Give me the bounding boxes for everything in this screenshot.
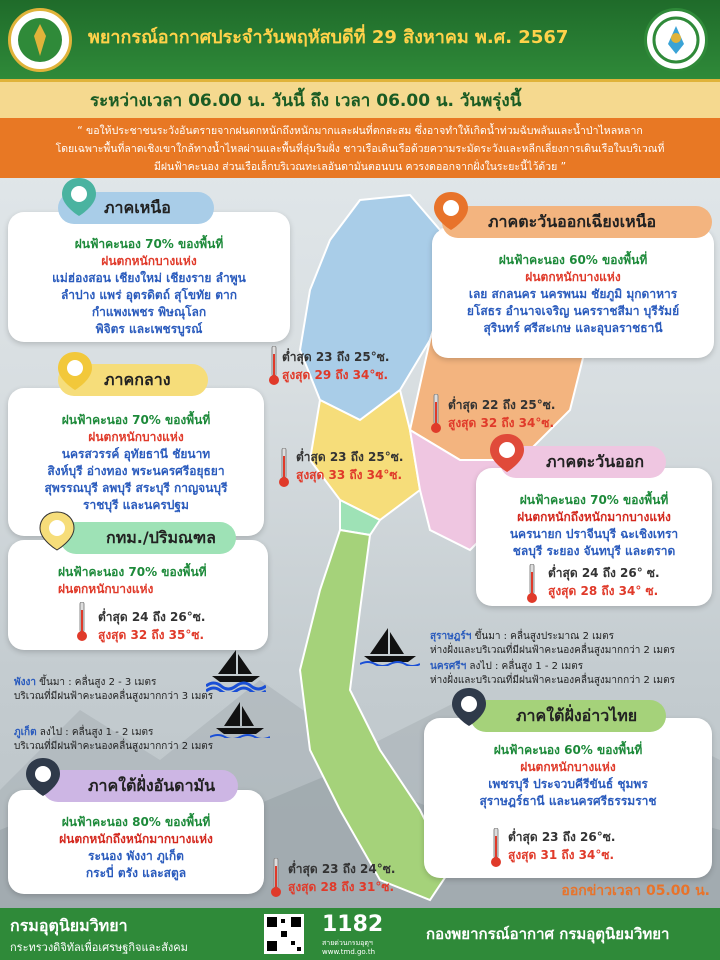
sailboat-icon [206,648,266,692]
south-west-heavy: ฝนตกหนักถึงหนักมากบางแห่ง [59,832,213,846]
sea-text-2: บริเวณที่มีฝนฟ้าคะนองคลื่นสูงมากกว่า 3 เมตร [14,691,214,702]
south-east-temp-high: สูงสุด 31 ถึง 34°ซ. [508,848,615,862]
northeast-temp [448,396,555,432]
hotline-number: 1182 [322,912,384,937]
thermometer-icon [270,858,282,898]
south-east-heavy: ฝนตกหนักบางแห่ง [520,760,616,774]
south-east-rain: ฝนฟ้าคะนอง 60% ของพื้นที่ [493,743,643,757]
footer [0,908,720,960]
sea-text: ขึ้นมา : คลื่นสูง 2 - 3 เมตร [35,677,157,688]
northeast-rain: ฝนฟ้าคะนอง 60% ของพื้นที่ [498,253,648,267]
central-area-1: นครสวรรค์ อุทัยธานี ชัยนาท [61,447,211,461]
north-rain: ฝนฟ้าคะนอง 70% ของพื้นที่ [74,237,224,251]
thermometer-icon [490,828,502,868]
hotline-label: สายด่วนกรมอุตุฯ [322,939,373,947]
thermometer-icon [76,602,88,642]
map-pin-icon [58,176,100,218]
thermometer-icon [268,346,280,386]
east-temp [548,564,660,600]
south-east-area-1: เพชรบุรี ประจวบคีรีขันธ์ ชุมพร [488,777,648,791]
period-text: ระหว่างเวลา 06.00 น. วันนี้ ถึง เวลา 06.00 น. วันพรุ่งนี้ [90,90,522,111]
notice-line-3: มีฝนฟ้าคะนอง ส่วนเรือเล็กบริเวณทะเลอันดามันตอนบน ควรงดออกจากฝั่งในระยะนี้ไว้ด้วย ” [153,161,567,173]
north-area-1: แม่ฮ่องสอน เชียงใหม่ เชียงราย ลำพูน [52,271,246,285]
south-east-temp-low: ต่ำสุด 23 ถึง 26°ซ. [508,830,616,844]
east-area-1: นครนายก ปราจีนบุรี ฉะเชิงเทรา [509,527,679,541]
footer-org: กรมอุตุนิยมวิทยา [10,916,128,935]
north-card [8,212,290,342]
thermometer-icon [430,394,442,434]
page-title: พยากรณ์อากาศประจำวันพฤหัสบดีที่ 29 สิงหาคม พ.ศ. 2567 [88,27,569,48]
east-rain: ฝนฟ้าคะนอง 70% ของพื้นที่ [519,493,669,507]
thermometer-icon [526,564,538,604]
north-area-4: พิจิตร และเพชรบูรณ์ [95,322,203,336]
northeast-card [432,228,714,358]
sea-suratthani [430,630,718,658]
sea-text: ขึ้นมา : คลื่นสูงประมาณ 2 เมตร [471,631,614,642]
north-area-2: ลำปาง แพร่ อุตรดิตถ์ สุโขทัย ตาก [60,288,238,302]
bangkok-rain: ฝนฟ้าคะนอง 70% ของพื้นที่ [58,565,207,579]
east-temp-low: ต่ำสุด 24 ถึง 26° ซ. [548,566,660,580]
south-east-card [424,718,712,878]
sea-place: ภูเก็ต [14,727,37,738]
sailboat-icon [360,626,420,666]
east-temp-high: สูงสุด 28 ถึง 34° ซ. [548,584,659,598]
website-link[interactable]: www.tmd.go.th [322,948,375,956]
sea-text-2: ห่างฝั่งและบริเวณที่มีฝนฟ้าคะนองคลื่นสูงมากกว่า 2 เมตร [430,645,675,656]
bangkok-heavy: ฝนตกหนักบางแห่ง [58,582,154,596]
south-west-area-2: กระบี่ ตรัง และสตูล [85,866,187,880]
mdes-logo-icon [8,8,72,72]
central-area-3: สุพรรณบุรี ลพบุรี สระบุรี กาญจนบุรี [44,481,228,495]
notice-line-2: โดยเฉพาะพื้นที่ลาดเชิงเขาใกล้ทางน้ำไหลผ่านและพื้นที่ลุ่มริมฝั่ง ชาวเรือเดินเรือด้วยความระมัดระวังและหลีกเลี่ยงการเดินเรือในบริเวณที่ [55,143,665,155]
east-area-2: ชลบุรี ระยอง จันทบุรี และตราด [512,544,676,558]
footer-ministry: กระทรวงดิจิทัลเพื่อเศรษฐกิจและสังคม [10,941,188,954]
issue-time: ออกข่าวเวลา 05.00 น. [561,883,710,899]
period-banner [0,82,720,118]
northeast-heavy: ฝนตกหนักบางแห่ง [525,270,621,284]
south-west-temp-high: สูงสุด 28 ถึง 31°ซ. [288,880,395,894]
northeast-area-1: เลย สกลนคร นครพนม ชัยภูมิ มุกดาหาร [468,287,678,301]
map-pin-icon [22,756,64,798]
central-temp-high: สูงสุด 33 ถึง 34°ซ. [296,468,403,482]
footer-division: กองพยากรณ์อากาศ กรมอุตุนิยมวิทยา [426,925,670,943]
northeast-temp-high: สูงสุด 32 ถึง 34°ซ. [448,416,555,430]
central-name: ภาคกลาง [104,369,171,389]
north-temp [282,348,389,384]
south-east-name: ภาคใต้ฝั่งอ่าวไทย [516,705,638,725]
east-name: ภาคตะวันออก [546,451,645,471]
central-area-2: สิงห์บุรี อ่างทอง พระนครศรีอยุธยา [47,464,225,478]
bangkok-temp-low: ต่ำสุด 24 ถึง 26°ซ. [98,610,206,624]
map-pin-icon [486,432,528,474]
central-heavy: ฝนตกหนักบางแห่ง [88,430,184,444]
central-rain: ฝนฟ้าคะนอง 70% ของพื้นที่ [61,413,211,427]
east-card [476,468,712,606]
south-west-tag [42,770,238,802]
bangkok-card [8,540,268,650]
tmd-logo-icon [644,8,708,72]
sea-text: ลงไป : คลื่นสูง 1 - 2 เมตร [36,727,154,738]
north-name: ภาคเหนือ [104,197,171,217]
south-west-name: ภาคใต้ฝั่งอันดามัน [88,775,216,795]
sea-place: นครศรีฯ [430,661,467,672]
notice-line-1: “ ขอให้ประชาชนระวังอันตรายจากฝนตกหนักถึงหนักมากและฝนที่ตกสะสม ซึ่งอาจทำให้เกิดน้ำท่วมฉับพลันและน้ำป่าไหลหลาก [77,125,643,137]
south-west-temp-low: ต่ำสุด 23 ถึง 24°ซ. [288,862,396,876]
central-temp-low: ต่ำสุด 23 ถึง 25°ซ. [296,450,404,464]
northeast-temp-low: ต่ำสุด 22 ถึง 25°ซ. [448,398,556,412]
map-pin-icon [430,190,472,232]
sea-place: พังงา [14,677,36,688]
sea-text-2: ห่างฝั่งและบริเวณที่มีฝนฟ้าคะนองคลื่นสูงมากกว่า 2 เมตร [430,675,675,686]
north-area-3: กำแพงเพชร พิษณุโลก [91,305,207,319]
south-east-tag [470,700,666,732]
south-west-rain: ฝนฟ้าคะนอง 80% ของพื้นที่ [61,815,211,829]
northeast-area-2: ยโสธร อำนาจเจริญ นครราชสีมา บุรีรัมย์ [466,304,680,318]
bangkok-name: กทม./ปริมณฑล [106,527,216,547]
map-pin-icon [36,510,78,552]
east-heavy: ฝนตกหนักถึงหนักมากบางแห่ง [517,510,671,524]
sailboat-icon [210,700,270,738]
bangkok-temp [98,608,260,644]
south-east-area-2: สุราษฎร์ธานี และนครศรีธรรมราช [479,794,657,808]
qr-code-icon[interactable] [264,914,304,954]
northeast-tag [442,206,712,238]
bangkok-tag [60,522,236,554]
northeast-area-3: สุรินทร์ ศรีสะเกษ และอุบลราชธานี [483,321,663,335]
south-west-area-1: ระนอง พังงา ภูเก็ต [88,849,184,863]
south-east-temp [508,828,615,864]
north-temp-high: สูงสุด 29 ถึง 34°ซ. [282,368,389,382]
sea-text: ลงไป : คลื่นสูง 1 - 2 เมตร [466,661,584,672]
south-west-temp [288,860,395,896]
bangkok-temp-high: สูงสุด 32 ถึง 35°ซ. [98,628,205,642]
northeast-name: ภาคตะวันออกเฉียงเหนือ [488,211,657,231]
north-temp-low: ต่ำสุด 23 ถึง 25°ซ. [282,350,390,364]
map-pin-icon [54,350,96,392]
sea-place: สุราษฎร์ฯ [430,631,472,642]
central-temp [296,448,403,484]
thermometer-icon [278,448,290,488]
south-west-card [8,790,264,894]
map-pin-icon [448,686,490,728]
central-area-4: ราชบุรี และนครปฐม [83,498,189,512]
sea-nakhon [430,660,718,688]
warning-notice [0,118,720,178]
sea-text-2: บริเวณที่มีฝนฟ้าคะนองคลื่นสูงมากกว่า 2 เมตร [14,741,214,752]
north-heavy: ฝนตกหนักบางแห่ง [101,254,197,268]
